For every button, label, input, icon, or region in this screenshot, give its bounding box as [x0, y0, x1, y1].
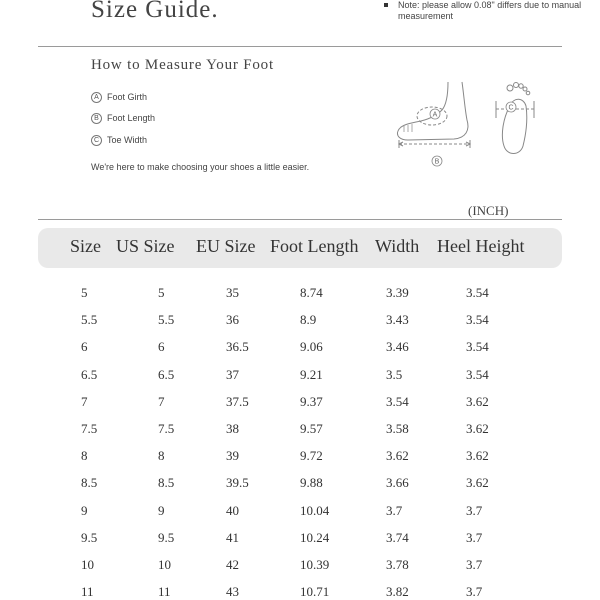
legend-label: Foot Girth — [107, 92, 148, 102]
th-size: Size — [70, 236, 101, 256]
cell-width: 3.78 — [386, 557, 409, 572]
marker-b-icon: B — [91, 113, 102, 124]
legend-label: Foot Length — [107, 113, 156, 123]
page-title: Size Guide. — [91, 0, 219, 23]
cell-heel-height: 3.54 — [466, 367, 489, 382]
cell-foot-length: 9.06 — [300, 339, 323, 354]
cell-foot-length: 8.9 — [300, 312, 317, 327]
cell-eu-size: 38 — [226, 421, 239, 436]
cell-heel-height: 3.62 — [466, 394, 489, 409]
cell-eu-size: 37 — [226, 367, 239, 382]
legend-item-toe-width — [91, 133, 147, 147]
th-eu-size: EU Size — [196, 236, 256, 256]
cell-size: 5 — [81, 285, 88, 300]
cell-us-size: 8 — [158, 448, 165, 463]
cell-heel-height: 3.62 — [466, 421, 489, 436]
cell-us-size: 6 — [158, 339, 165, 354]
cell-width: 3.5 — [386, 367, 403, 382]
tagline: We're here to make choosing your shoes a little easier. — [91, 162, 310, 172]
diagram-marker-a: A — [432, 111, 438, 119]
cell-foot-length: 8.74 — [300, 285, 323, 300]
cell-heel-height: 3.7 — [466, 530, 483, 545]
cell-size: 5.5 — [81, 312, 98, 327]
cell-width: 3.66 — [386, 475, 409, 490]
cell-width: 3.62 — [386, 448, 409, 463]
cell-size: 9 — [81, 503, 88, 518]
cell-heel-height: 3.54 — [466, 312, 489, 327]
cell-foot-length: 10.39 — [300, 557, 330, 572]
cell-width: 3.54 — [386, 394, 409, 409]
cell-us-size: 5 — [158, 285, 165, 300]
th-width: Width — [375, 236, 420, 256]
cell-foot-length: 9.21 — [300, 367, 323, 382]
measurement-note — [398, 0, 588, 22]
legend-item-foot-girth — [91, 90, 147, 104]
measure-heading: How to Measure Your Foot — [91, 57, 274, 73]
cell-us-size: 6.5 — [158, 367, 175, 382]
cell-heel-height: 3.54 — [466, 339, 489, 354]
legend-item-foot-length — [91, 111, 155, 125]
cell-size: 6 — [81, 339, 88, 354]
cell-us-size: 9.5 — [158, 530, 175, 545]
cell-eu-size: 36.5 — [226, 339, 249, 354]
legend-label: Toe Width — [107, 135, 148, 145]
cell-size: 7 — [81, 394, 88, 409]
table-top-divider — [38, 219, 562, 220]
cell-eu-size: 42 — [226, 557, 239, 572]
th-foot-length: Foot Length — [270, 236, 359, 256]
cell-heel-height: 3.7 — [466, 557, 483, 572]
cell-us-size: 10 — [158, 557, 171, 572]
cell-foot-length: 10.71 — [300, 584, 330, 599]
cell-eu-size: 41 — [226, 530, 239, 545]
top-divider — [38, 46, 562, 47]
cell-foot-length: 9.88 — [300, 475, 323, 490]
cell-eu-size: 43 — [226, 584, 239, 599]
cell-width: 3.39 — [386, 285, 409, 300]
unit-label: (INCH) — [468, 203, 509, 218]
cell-us-size: 11 — [158, 584, 171, 599]
cell-us-size: 8.5 — [158, 475, 175, 490]
cell-us-size: 7 — [158, 394, 165, 409]
cell-width: 3.46 — [386, 339, 409, 354]
cell-heel-height: 3.62 — [466, 448, 489, 463]
cell-size: 8 — [81, 448, 88, 463]
cell-size: 8.5 — [81, 475, 98, 490]
cell-heel-height: 3.62 — [466, 475, 489, 490]
cell-foot-length: 10.04 — [300, 503, 330, 518]
cell-width: 3.74 — [386, 530, 409, 545]
cell-foot-length: 9.72 — [300, 448, 323, 463]
cell-width: 3.58 — [386, 421, 409, 436]
marker-c-icon: C — [91, 135, 102, 146]
cell-foot-length: 9.37 — [300, 394, 323, 409]
diagram-marker-b: B — [434, 158, 440, 166]
cell-size: 10 — [81, 557, 94, 572]
cell-eu-size: 40 — [226, 503, 239, 518]
cell-eu-size: 36 — [226, 312, 239, 327]
cell-width: 3.7 — [386, 503, 403, 518]
cell-us-size: 5.5 — [158, 312, 175, 327]
cell-us-size: 9 — [158, 503, 165, 518]
th-us-size: US Size — [116, 236, 175, 256]
cell-eu-size: 37.5 — [226, 394, 249, 409]
diagram-marker-c: C — [508, 104, 514, 112]
cell-width: 3.43 — [386, 312, 409, 327]
cell-foot-length: 10.24 — [300, 530, 330, 545]
cell-foot-length: 9.57 — [300, 421, 323, 436]
th-heel-height: Heel Height — [437, 236, 525, 256]
cell-eu-size: 39.5 — [226, 475, 249, 490]
cell-width: 3.82 — [386, 584, 409, 599]
marker-a-icon: A — [91, 92, 102, 103]
cell-heel-height: 3.54 — [466, 285, 489, 300]
cell-size: 6.5 — [81, 367, 98, 382]
cell-heel-height: 3.7 — [466, 584, 483, 599]
cell-us-size: 7.5 — [158, 421, 175, 436]
cell-size: 9.5 — [81, 530, 98, 545]
note-text: Note: please allow 0.08" differs due to manual measurement — [398, 0, 582, 21]
cell-eu-size: 39 — [226, 448, 239, 463]
bullet-icon — [384, 3, 388, 7]
cell-eu-size: 35 — [226, 285, 239, 300]
cell-size: 7.5 — [81, 421, 98, 436]
cell-size: 11 — [81, 584, 94, 599]
cell-heel-height: 3.7 — [466, 503, 483, 518]
foot-measure-diagram — [392, 76, 562, 176]
